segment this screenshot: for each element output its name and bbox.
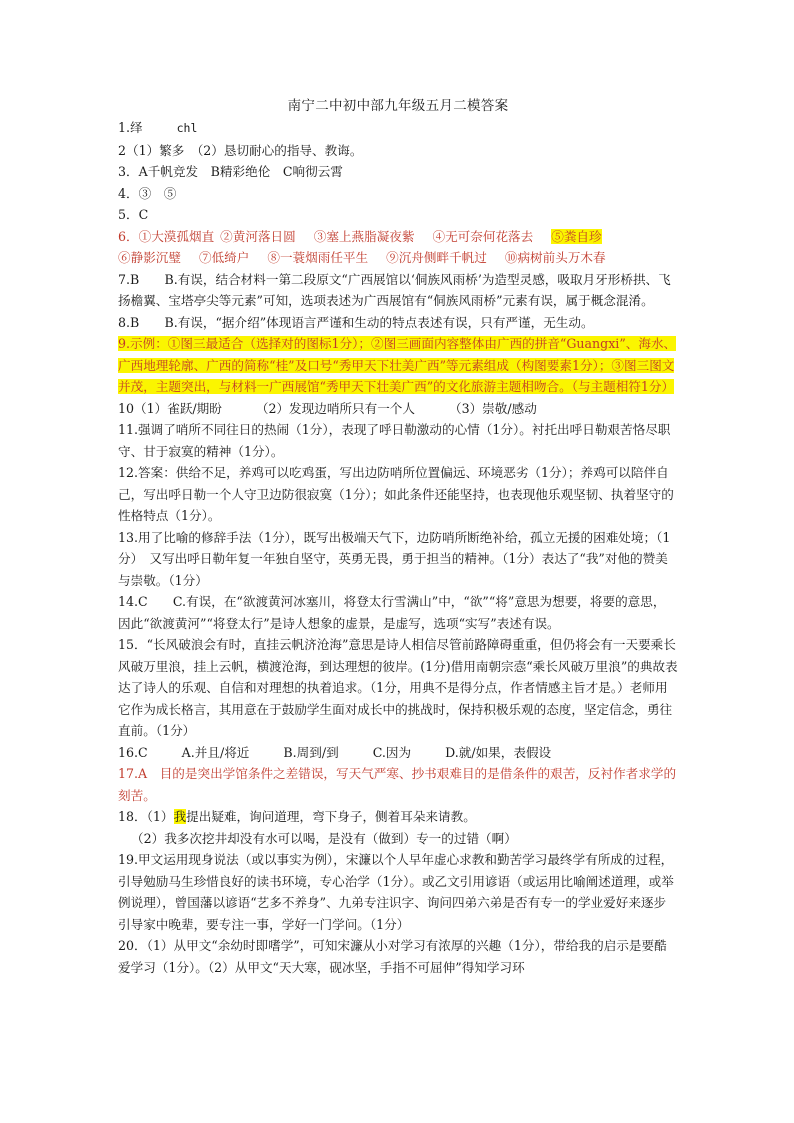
answer-q18-part2: （2）我多次挖井却没有水可以喝，是没有（做到）专一的过错（啊） — [131, 830, 517, 846]
poem-item: ③塞上燕脂凝夜紫 — [313, 228, 415, 244]
answer-q7: 7.B B.有误，结合材料一第二段原文“广西展馆以‘侗族风雨桥’为造型灵感，吸取月牙形桥拱、飞扬檐翼、宝塔亭尖等元素”可知，选项表述为广西展馆有“侗族风雨桥”元素有误，属于概念混淆。 — [118, 271, 671, 308]
answer-q11: 11.强调了哨所不同往日的热闹（1分），表现了呼日勒激动的心情（1分）。衬托出呼日勒艰苦恪尽职守、甘于寂寞的精神（1分）。 — [118, 422, 671, 459]
answer-text: C.因为 — [372, 744, 412, 760]
highlighted-answer: 9.示例：①图三最适合（选择对的图标1分）；②图三画面内容整体由广西的拼音“Guangxi”、海水、广西地理轮廓、广西的简称“桂”及口号“秀甲天下壮美广西”等元素组成（构图要素1分）；③图三图文并茂，主题突出，与材料一广西展馆“秀甲天下壮美广西”的文化旅游主题相吻合。（与主题相符1分） — [118, 336, 677, 394]
answer-q12: 12.答案：供给不足，养鸡可以吃鸡蛋，写出边防哨所位置偏远、环境恶劣（1分）；养鸡可以陪伴自己，写出呼日勒一个人守卫边防很寂寞（1分）；如此条件还能坚持，也表现他乐观坚韧、执着坚守的性格特点（1分）。 — [118, 465, 674, 523]
answer-q17: 17.A 目的是突出学馆条件之差错误，写天气严寒、抄书艰难目的是借条件的艰苦，反衬作者求学的刻苦。 — [118, 766, 677, 803]
page-title: 南宁二中初中部九年级五月二模答案 — [287, 98, 509, 114]
answer-text: B.周到/到 — [283, 744, 339, 760]
answer-q20: 20．（1）从甲文“余幼时即嗜学”，可知宋濂从小对学习有浓厚的兴趣（1分），带给我的启示是要酷爱学习（1分）。（2）从甲文“天大寒，砚冰坚，手指不可屈伸”得知学习环 — [118, 938, 667, 975]
answer-text: （2）发现边哨所只有一个人 — [255, 400, 415, 416]
answer-q3: 3．A千帆竞发 B精彩绝伦 C响彻云霄 — [118, 164, 343, 179]
poem-item: ⑥静影沉璧 — [118, 250, 181, 265]
poem-item: ⑦低绮户 — [198, 250, 250, 265]
answer-text: 18．（1） — [118, 809, 174, 824]
poem-item: ⑨沉舟侧畔千帆过 — [386, 250, 487, 265]
poem-item: 6．①大漠孤烟直 — [118, 228, 215, 244]
poem-item: ⑩病树前头万木春 — [504, 250, 606, 265]
answer-q15: 15．“长风破浪会有时，直挂云帆济沧海”意思是诗人相信尽管前路障碍重重，但仍将会有一天要乘长风破万里浪，挂上云帆，横渡沧海，到达理想的彼岸。(1分)借用南朝宗悫“乘长风破万里浪”的典故表达了诗人的乐观、自信和对理想的执着追求。（1分，用典不是得分点，作者情感主旨才是。）老师用它作为成长格言，其用意在于鼓励学生面对成长中的挑战时，保持积极乐观的态度，坚定信念，勇往直前。（1分） — [118, 637, 678, 738]
answer-document — [118, 96, 678, 978]
answer-q14: 14.C C.有误，在“欲渡黄河冰塞川，将登太行雪满山”中，“欲”“将”意思为想要，将要的意思，因此“欲渡黄河”“将登太行”是诗人想象的虚景，是虚写，选项“实写”表述有误。 — [118, 594, 666, 631]
answer-text: 提出疑难，询问道理，弯下身子，侧着耳朵来请教。 — [186, 809, 476, 824]
pinyin-text: chl — [176, 121, 198, 135]
poem-item: ④无可奈何花落去 — [432, 228, 534, 244]
answer-q4: 4．③ ⑤ — [118, 185, 177, 201]
answer-text: 16.C — [118, 744, 148, 760]
answer-text: 1.绎 — [118, 120, 143, 135]
answer-q5: 5．C — [118, 207, 149, 222]
answer-q2: 2（1）繁多 （2）恳切耐心的指导、教诲。 — [118, 142, 363, 158]
highlighted-poem-item: ⑤粪自珍 — [551, 228, 602, 244]
answer-q16 — [118, 742, 678, 764]
answer-q6-line1 — [118, 226, 678, 248]
answer-text: （3）崇敬/感动 — [448, 400, 537, 416]
answer-text: D.就/如果，表假设 — [445, 744, 552, 760]
highlighted-char: 我 — [173, 809, 187, 824]
answer-q19: 19.甲文运用现身说法（或以事实为例），宋濂以个人早年虚心求教和勤苦学习最终学有所成的过程，引导勉励马生珍惜良好的读书环境，专心治学（1分）。或乙文引用谚语（或运用比喻阐述道理，或举例说理），曾国藩以谚语“艺多不养身”、九弟专注识字、询问四弟六弟是否有专一的学业爱好来逐步引导家中晚辈，要专注一事，学好一门学问。（1分） — [118, 852, 674, 932]
answer-q1 — [118, 117, 678, 140]
answer-q8: 8.B B.有误，“据介绍”体现语言严谨和生动的特点表述有误，只有严谨，无生动。 — [118, 314, 594, 330]
answer-text: A.并且/将近 — [181, 744, 250, 760]
poem-item: ⑧一蓑烟雨任平生 — [267, 250, 369, 265]
answer-q10 — [118, 398, 678, 420]
answer-text: 10（1）雀跃/期盼 — [118, 400, 222, 416]
answer-q18-part1 — [118, 806, 678, 828]
answer-q9 — [118, 333, 678, 398]
answer-q13: 13.用了比喻的修辞手法（1分），既写出极端天气下，边防哨所断绝补给，孤立无援的困难处境；（1分） 又写出呼日勒年复一年独自坚守，英勇无畏，勇于担当的精神。（1分）表达了“我”对他的赞美与崇敬。（1分） — [118, 529, 671, 588]
answer-q6-line2 — [118, 247, 678, 269]
poem-item: ②黄河落日圆 — [220, 228, 296, 244]
